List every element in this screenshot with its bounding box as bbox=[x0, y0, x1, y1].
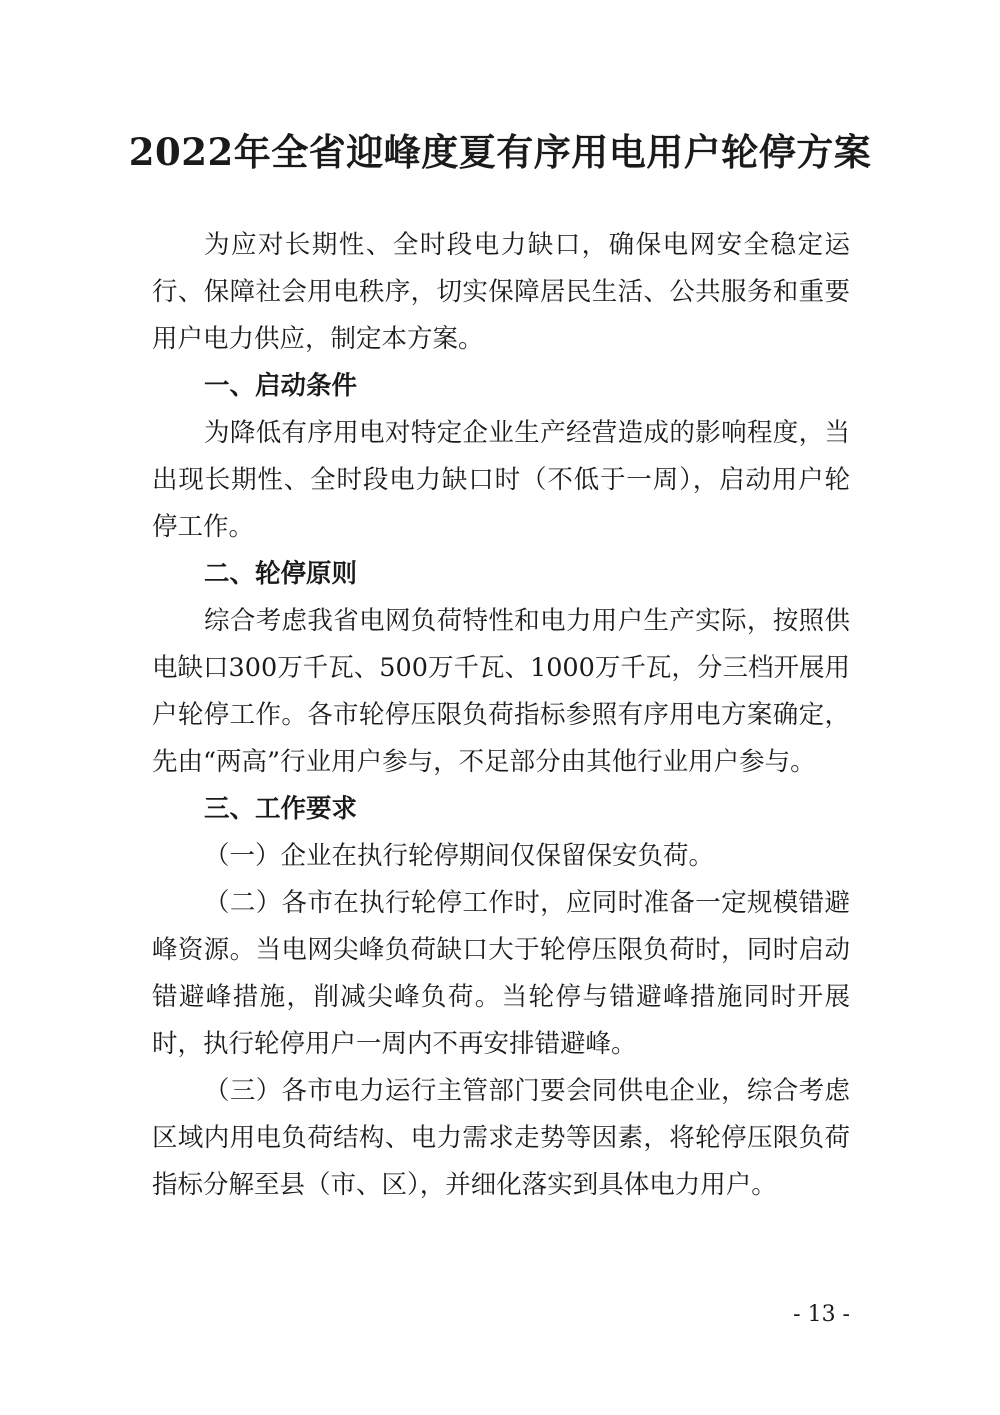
section-2-paragraph-1: 综合考虑我省电网负荷特性和电力用户生产实际，按照供电缺口300万千瓦、500万千瓦、1000万千瓦，分三档开展用户轮停工作。各市轮停压限负荷指标参照有序用电方案确定，先由“两高”行业用户参与，不足部分由其他行业用户参与。 bbox=[152, 606, 850, 777]
section-3-paragraph-3: （三）各市电力运行主管部门要会同供电企业，综合考虑区域内用电负荷结构、电力需求走势等因素，将轮停压限负荷指标分解至县（市、区），并细化落实到具体电力用户。 bbox=[152, 1076, 850, 1200]
document-title: 2022年全省迎峰度夏有序用电用户轮停方案 bbox=[128, 130, 872, 174]
section-heading-3: 三、工作要求 bbox=[204, 794, 358, 824]
section-heading-1: 一、启动条件 bbox=[204, 371, 358, 401]
document-body bbox=[152, 222, 850, 1209]
intro-paragraph: 为应对长期性、全时段电力缺口，确保电网安全稳定运行、保障社会用电秩序，切实保障居民生活、公共服务和重要用户电力供应，制定本方案。 bbox=[152, 230, 850, 354]
section-1-paragraph-1: 为降低有序用电对特定企业生产经营造成的影响程度，当出现长期性、全时段电力缺口时（不低于一周），启动用户轮停工作。 bbox=[152, 418, 850, 542]
section-heading-2: 二、轮停原则 bbox=[204, 559, 358, 589]
section-3-paragraph-2: （二）各市在执行轮停工作时，应同时准备一定规模错避峰资源。当电网尖峰负荷缺口大于轮停压限负荷时，同时启动错避峰措施，削减尖峰负荷。当轮停与错避峰措施同时开展时，执行轮停用户一周内不再安排错避峰。 bbox=[152, 888, 850, 1059]
page-number: - 13 - bbox=[793, 1302, 850, 1327]
section-3-paragraph-1: （一）企业在执行轮停期间仅保留保安负荷。 bbox=[204, 841, 715, 871]
